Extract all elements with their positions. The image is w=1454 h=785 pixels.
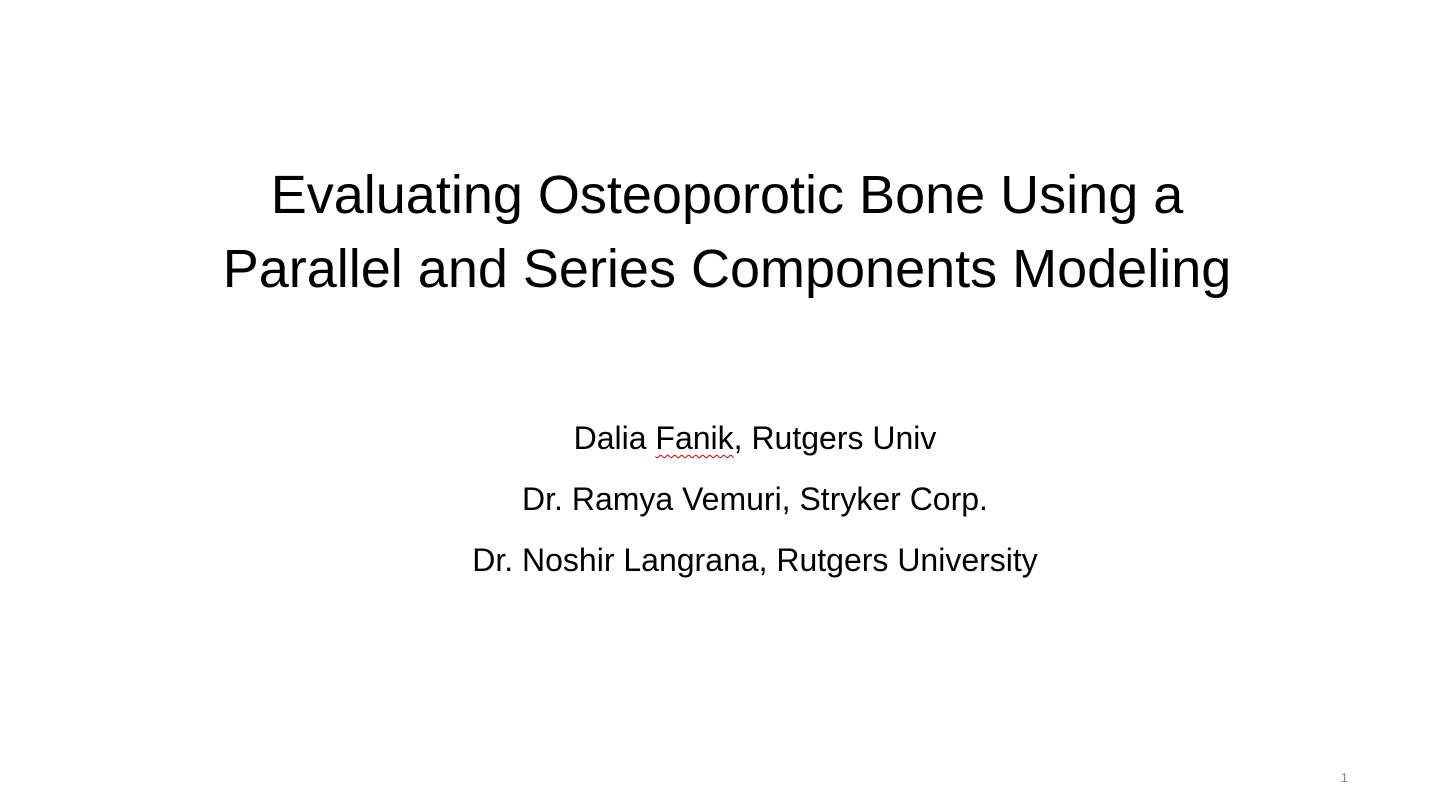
author-line-3: Dr. Noshir Langrana, Rutgers University xyxy=(472,542,1038,578)
author-line-2: Dr. Ramya Vemuri, Stryker Corp. xyxy=(522,481,988,517)
author-1-last-name-spellcheck-flagged: Fanik xyxy=(655,420,734,456)
author-list xyxy=(250,408,1260,591)
author-1-affiliation: , Rutgers Univ xyxy=(733,420,937,456)
slide-title-line-2: Parallel and Series Components Modeling xyxy=(222,239,1232,299)
author-1-first-name: Dalia xyxy=(573,420,656,456)
slide-title-line-1: Evaluating Osteoporotic Bone Using a xyxy=(270,165,1184,225)
author-line-1 xyxy=(250,408,1260,469)
page-number: 1 xyxy=(1340,770,1348,785)
slide-title xyxy=(0,158,1454,306)
